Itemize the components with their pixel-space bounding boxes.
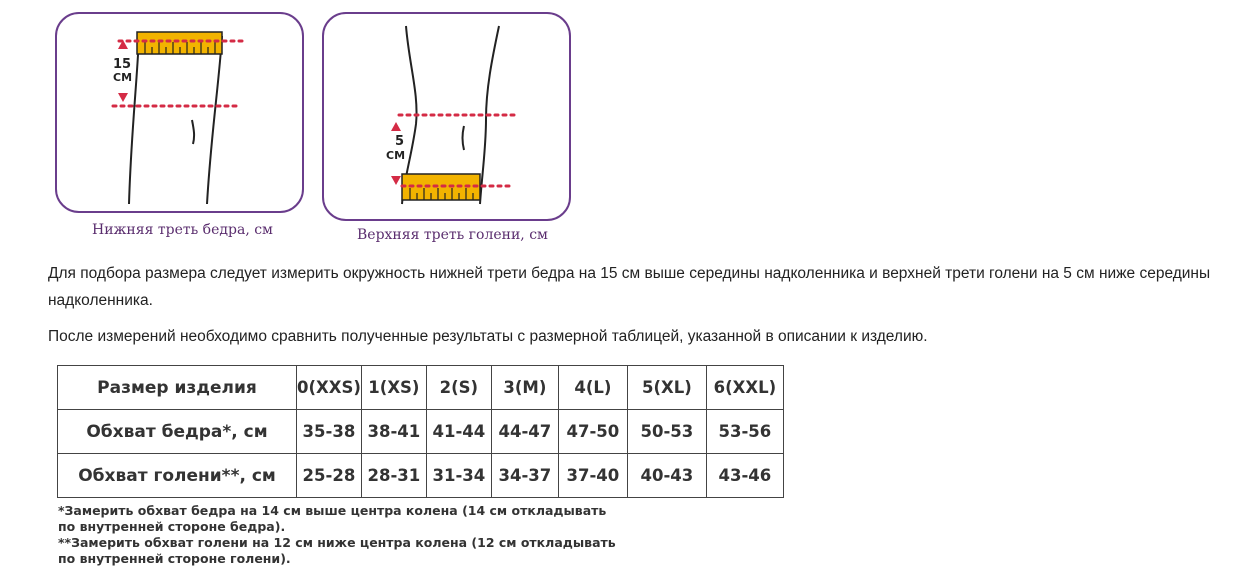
table-cell: 41-44 xyxy=(426,410,491,454)
table-header-cell: 1(XS) xyxy=(361,366,426,410)
table-cell: 50-53 xyxy=(627,410,706,454)
table-cell: 43-46 xyxy=(706,454,783,498)
thigh-illustration-panel xyxy=(55,12,304,213)
thigh-measure-unit: СМ xyxy=(113,71,133,84)
table-row xyxy=(58,410,784,454)
table-header-cell: Размер изделия xyxy=(58,366,297,410)
footnote-2-line-2: по внутренней стороне голени). xyxy=(58,551,291,566)
shin-caption: Верхняя треть голени, см xyxy=(357,227,548,243)
table-cell: 37-40 xyxy=(558,454,627,498)
table-cell: 35-38 xyxy=(297,410,362,454)
table-cell: 40-43 xyxy=(627,454,706,498)
footnote-1-line-1: *Замерить обхват бедра на 14 см выше центра колена (14 см откладывать xyxy=(58,503,607,518)
table-row-label: Обхват голени**, см xyxy=(58,454,297,498)
table-cell: 31-34 xyxy=(426,454,491,498)
shin-measure-drawing xyxy=(324,14,573,223)
table-row-label: Обхват бедра*, см xyxy=(58,410,297,454)
table-header-cell: 0(XXS) xyxy=(297,366,362,410)
thigh-measure-value: 15 xyxy=(113,57,132,72)
table-header-cell: 6(XXL) xyxy=(706,366,783,410)
table-cell: 25-28 xyxy=(297,454,362,498)
table-header-cell: 2(S) xyxy=(426,366,491,410)
footnote-2-line-1: **Замерить обхват голени на 12 см ниже центра колена (12 см откладывать xyxy=(58,535,616,550)
table-cell: 28-31 xyxy=(361,454,426,498)
table-header-cell: 5(XL) xyxy=(627,366,706,410)
size-table xyxy=(57,365,784,498)
table-footnotes xyxy=(58,503,616,567)
footnote-1-line-2: по внутренней стороне бедра). xyxy=(58,519,286,534)
thigh-measure-drawing xyxy=(57,14,306,215)
size-table-header-row xyxy=(58,366,784,410)
table-header-cell: 3(M) xyxy=(491,366,558,410)
shin-measure-value: 5 xyxy=(395,134,405,149)
table-cell: 38-41 xyxy=(361,410,426,454)
table-cell: 44-47 xyxy=(491,410,558,454)
shin-measure-unit: СМ xyxy=(386,149,406,162)
table-cell: 47-50 xyxy=(558,410,627,454)
thigh-caption: Нижняя треть бедра, см xyxy=(92,222,273,238)
table-cell: 53-56 xyxy=(706,410,783,454)
table-cell: 34-37 xyxy=(491,454,558,498)
instruction-paragraph-2: После измерений необходимо сравнить полученные результаты с размерной таблицей, указанной в описании к изделию. xyxy=(48,328,928,345)
table-header-cell: 4(L) xyxy=(558,366,627,410)
shin-illustration-panel xyxy=(322,12,571,221)
table-row xyxy=(58,454,784,498)
instruction-paragraph-1: Для подбора размера следует измерить окружность нижней трети бедра на 15 см выше середины надколенника и верхней трети голени на 5 см ниже середины надколенника. xyxy=(48,265,1211,309)
